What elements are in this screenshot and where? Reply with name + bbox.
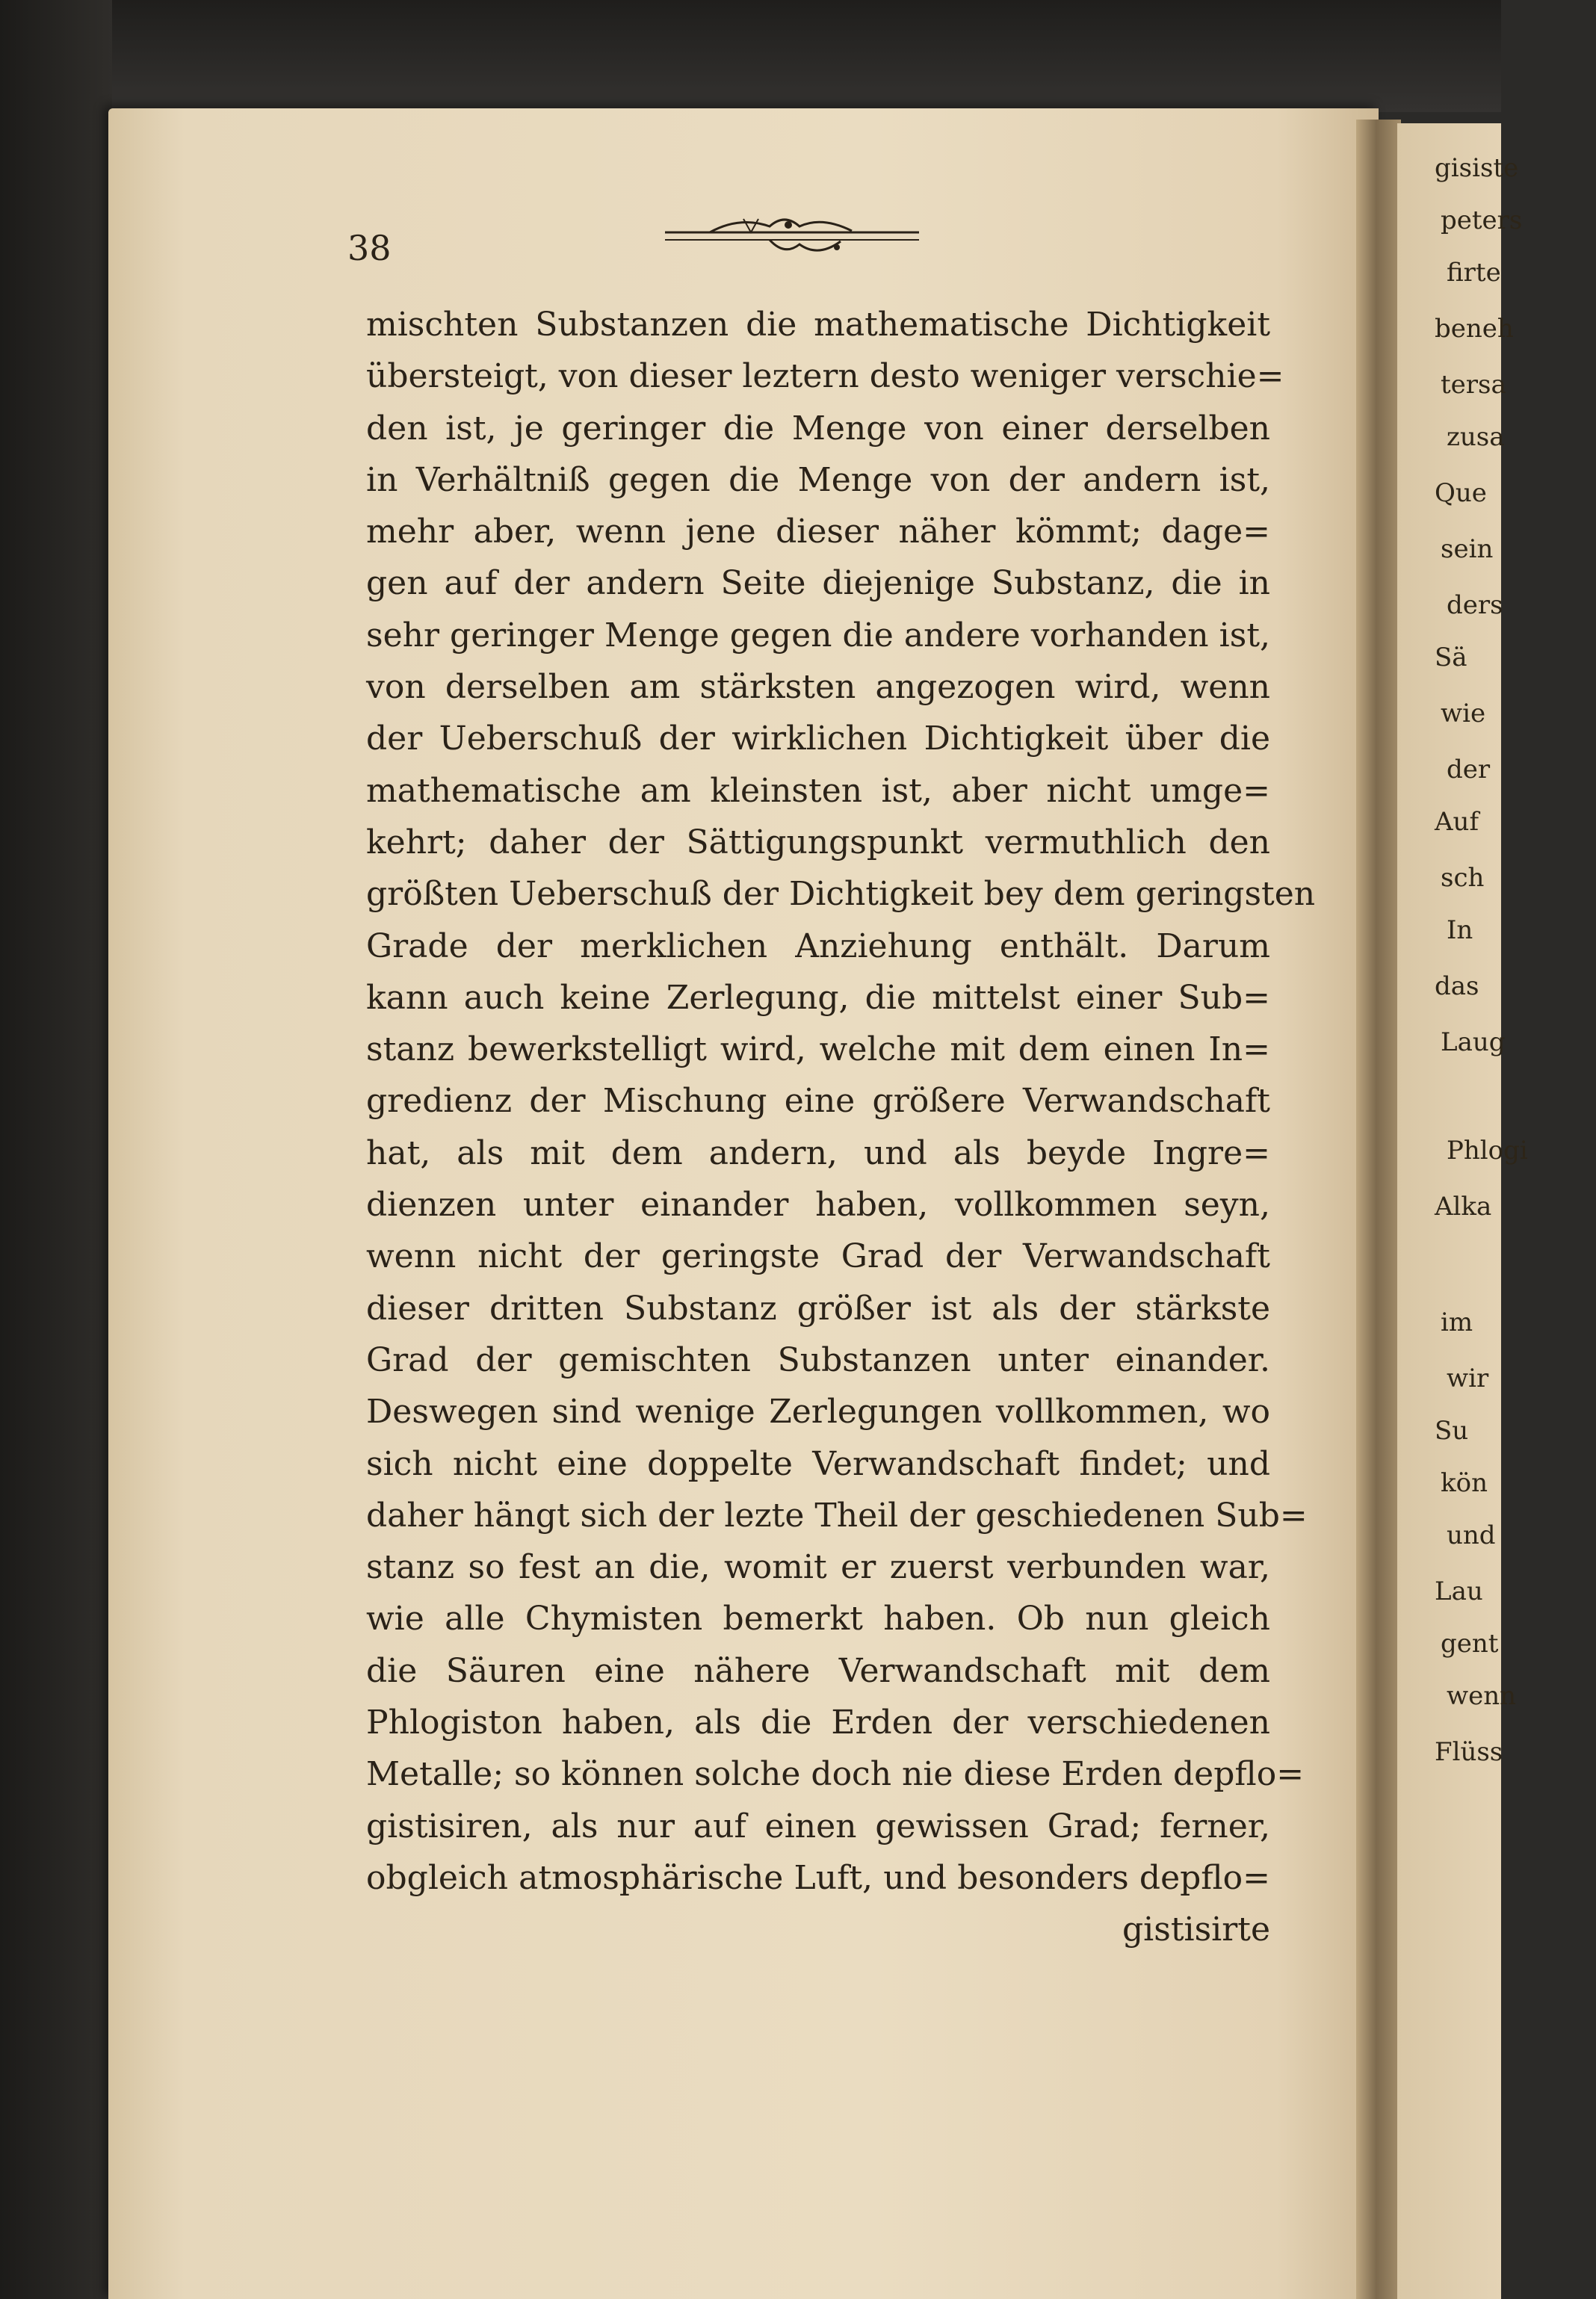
facing-page-fragment: gent: [1441, 1629, 1499, 1659]
facing-page-edge: [1397, 123, 1528, 2299]
text-line: mischten Substanzen die mathematische Dichtigkeit: [366, 306, 1270, 344]
text-line: wenn nicht der geringste Grad der Verwandschaft: [366, 1237, 1270, 1276]
text-line: gredienz der Mischung eine größere Verwandschaft: [366, 1082, 1270, 1121]
text-line: kann auch keine Zerlegung, die mittelst einer Sub=: [366, 978, 1270, 1017]
text-line: Grade der merklichen Anziehung enthält. Darum: [366, 926, 1270, 965]
text-line: in Verhältniß gegen die Menge von der andern ist,: [366, 460, 1270, 499]
text-line: hat, als mit dem andern, und als beyde Ingre=: [366, 1133, 1270, 1172]
facing-page-fragment: Laug: [1441, 1027, 1506, 1057]
text-line: der Ueberschuß der wirklichen Dichtigkeit über die: [366, 720, 1270, 758]
scan-background-left: [0, 0, 112, 2299]
text-line: die Säuren eine nähere Verwandschaft mit dem: [366, 1651, 1270, 1690]
facing-page-fragment: tersa: [1441, 370, 1506, 400]
facing-page-fragment: gisiste: [1435, 153, 1519, 183]
facing-page-fragment: Alka: [1435, 1192, 1492, 1222]
book-gutter: [1356, 120, 1401, 2299]
text-line: stanz so fest an die, womit er zuerst verbunden war,: [366, 1548, 1270, 1587]
text-line: gen auf der andern Seite diejenige Substanz, die in: [366, 564, 1270, 603]
facing-page-fragment: ders: [1447, 590, 1503, 620]
text-line: Phlogiston haben, als die Erden der verschiedenen: [366, 1704, 1270, 1742]
page-number: 38: [347, 228, 392, 268]
text-line: dienzen unter einander haben, vollkommen seyn,: [366, 1186, 1270, 1225]
text-line: Metalle; so können solche doch nie diese Erden depflo=: [366, 1755, 1305, 1794]
text-line: den ist, je geringer die Menge von einer derselben: [366, 409, 1270, 448]
text-line: Grad der gemischten Substanzen unter einander.: [366, 1340, 1270, 1379]
text-line: sehr geringer Menge gegen die andere vorhanden ist,: [366, 616, 1270, 655]
facing-page-fragment: Que: [1435, 478, 1487, 508]
text-line: übersteigt, von dieser leztern desto weniger verschie=: [366, 357, 1284, 396]
facing-page-fragment: In: [1447, 915, 1473, 945]
facing-page-fragment: Phlogi: [1447, 1136, 1528, 1166]
text-line: Deswegen sind wenige Zerlegungen vollkommen, wo: [366, 1393, 1270, 1432]
facing-page-fragment: Su: [1435, 1416, 1469, 1446]
text-line: dieser dritten Substanz größer ist als der stärkste: [366, 1289, 1270, 1328]
catchword: gistisirte: [1122, 1910, 1270, 1949]
text-line: obgleich atmosphärische Luft, und besonders depflo=: [366, 1858, 1270, 1897]
facing-page-fragment: sch: [1441, 863, 1485, 893]
text-line: mehr aber, wenn jene dieser näher kömmt; dage=: [366, 513, 1270, 551]
facing-page-fragment: Flüss: [1435, 1737, 1503, 1767]
body-text: [366, 299, 1316, 1956]
text-line: stanz bewerkstelligt wird, welche mit dem einen In=: [366, 1030, 1270, 1069]
facing-page-fragment: firte: [1447, 258, 1501, 288]
text-line: mathematische am kleinsten ist, aber nicht umge=: [366, 771, 1270, 810]
facing-page-fragment: sein: [1441, 534, 1494, 564]
text-line: kehrt; daher der Sättigungspunkt vermuthlich den: [366, 823, 1270, 861]
facing-page-fragment: Sä: [1435, 643, 1467, 672]
decorative-ornament-icon: [665, 213, 919, 265]
facing-page-fragment: das: [1435, 971, 1479, 1001]
facing-page-fragment: wenn: [1447, 1681, 1517, 1711]
facing-page-fragment: Auf: [1435, 807, 1479, 837]
text-line: gistisiren, als nur auf einen gewissen Grad; ferner,: [366, 1807, 1270, 1845]
facing-page-fragment: kön: [1441, 1468, 1488, 1498]
facing-page-fragment: Lau: [1435, 1576, 1483, 1606]
facing-page-fragment: und: [1447, 1520, 1496, 1550]
facing-page-fragment: zusa: [1447, 422, 1505, 452]
facing-page-fragment: beneh: [1435, 314, 1514, 344]
text-line: von derselben am stärksten angezogen wird, wenn: [366, 668, 1270, 707]
text-line: sich nicht eine doppelte Verwandschaft findet; und: [366, 1444, 1270, 1483]
facing-page-fragment: im: [1441, 1308, 1473, 1337]
scan-background-top: [0, 0, 1501, 112]
text-line: wie alle Chymisten bemerkt haben. Ob nun gleich: [366, 1600, 1270, 1639]
facing-page-fragment: peters: [1441, 205, 1523, 235]
facing-page-fragment: wie: [1441, 699, 1486, 728]
facing-page-fragment: wir: [1447, 1364, 1489, 1393]
text-line: daher hängt sich der lezte Theil der geschiedenen Sub=: [366, 1496, 1308, 1535]
facing-page-fragment: der: [1447, 755, 1491, 785]
text-line: größten Ueberschuß der Dichtigkeit bey dem geringsten: [366, 875, 1316, 914]
